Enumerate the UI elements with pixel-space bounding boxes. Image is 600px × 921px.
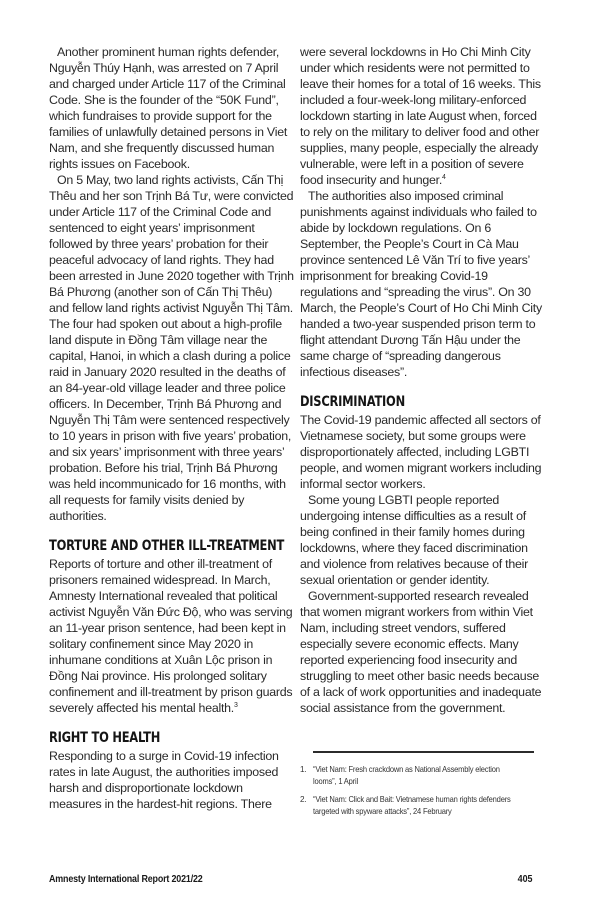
publication-title: Amnesty International Report 2021/22 xyxy=(49,873,203,885)
paragraph-health-continued-text: were several lockdowns in Ho Chi Minh City under which residents were not permitted to leave their homes for a total of 16 weeks. This included a four-week-long military-enforced lockdown starting in late August when, forced to rely on the military to deliver food and other supplies, many people, especially the already vulnerable, were left in a position of severe food insecurity and hunger. xyxy=(300,45,541,187)
footnote-divider xyxy=(313,751,534,753)
footnote-ref-3[interactable]: 3 xyxy=(234,702,238,709)
heading-right-to-health: RIGHT TO HEALTH xyxy=(49,730,161,746)
paragraph-criminal-punishments: The authorities also imposed criminal punishments against individuals who failed to abide by lockdown regulations. On 6 September, the People’s Court in Cà Mau province sentenced Lê Văn Trí to five years’ imprisonment for breaking Covid-19 regulations and “spreading the virus”. On 30 March, the People’s Court of Ho Chi Minh City handed a two-year suspended prison term to flight attendant Dương Tấn Hậu under the same charge of “spreading dangerous infectious diseases”. xyxy=(300,189,542,379)
footnotes xyxy=(300,764,540,824)
paragraph-health-start: Responding to a surge in Covid-19 infection rates in late August, the authorities imposed harsh and disproportionate lockdown measures in the hardest-hit regions. There xyxy=(49,749,279,811)
paragraph-torture xyxy=(49,556,294,716)
footnote-ref-4[interactable]: 4 xyxy=(442,174,446,181)
footnote-number: 2. xyxy=(300,795,307,804)
paragraph-land-rights-activists: On 5 May, two land rights activists, Cấn Thị Thêu and her son Trịnh Bá Tư, were convicted under Article 117 of the Criminal Code and sentenced to eight years’ imprisonment followed by three years’ probation for their peaceful advocacy of land rights. They had been arrested in June 2020 together with Trịnh Bá Phương (another son of Cấn Thị Thêu) and fellow land rights activist Nguyễn Thị Tâm. The four had spoken out about a high-profile land dispute in Đồng Tâm village near the capital, Hanoi, in which a clash during a police raid in January 2020 resulted in the deaths of an 84-year-old village leader and three police officers. In December, Trịnh Bá Phương and Nguyễn Thị Tâm were sentenced respectively to 10 years in prison with five years’ probation, and six years’ imprisonment with three years’ probation. Before his trial, Trịnh Bá Phương was held incommunicado for 16 months, with all requests for family visits denied by authorities. xyxy=(49,173,294,523)
paragraph-discrimination-3: Government-supported research revealed that women migrant workers from within Viet Nam, including street vendors, suffered especially severe economic effects. Many reported experiencing food insecurity and struggling to meet other basic needs because of a lack of work opportunities and inadequate social assistance from the government. xyxy=(300,589,542,715)
heading-torture: TORTURE AND OTHER ILL-TREATMENT xyxy=(49,538,285,554)
page-number: 405 xyxy=(518,873,533,885)
right-column xyxy=(300,44,545,716)
footnote-number: 1. xyxy=(300,765,307,774)
footnote-text: “Viet Nam: Fresh crackdown as National Assembly election looms”, 1 April xyxy=(313,765,500,786)
paragraph-discrimination-2: Some young LGBTI people reported undergoing intense difficulties as a result of being confined in their family homes during lockdowns, where they faced discrimination and violence from relatives because of their sexual orientation or gender identity. xyxy=(300,493,528,587)
footnote-text: “Viet Nam: Click and Bait: Vietnamese human rights defenders targeted with spyware attacks”, 24 February xyxy=(313,795,511,816)
paragraph-health-continued xyxy=(300,44,545,188)
paragraph-nguyen-thuy-hanh: Another prominent human rights defender, Nguyễn Thúy Hạnh, was arrested on 7 April and charged under Article 117 of the Criminal Code. She is the founder of the “50K Fund”, which fundraises to provide support for the families of unlawfully detained persons in Viet Nam, and she frequently discussed human rights issues on Facebook. xyxy=(49,45,288,171)
footnote-item xyxy=(300,764,540,788)
page-footer xyxy=(49,872,533,886)
paragraph-discrimination-1: The Covid-19 pandemic affected all sectors of Vietnamese society, but some groups were disproportionately affected, including LGBTI people, and women migrant workers including informal sector workers. xyxy=(300,413,542,491)
left-column xyxy=(49,44,294,812)
heading-discrimination: DISCRIMINATION xyxy=(300,394,405,410)
footnote-item xyxy=(300,794,540,818)
paragraph-torture-text: Reports of torture and other ill-treatment of prisoners remained widespread. In March, Amnesty International revealed that political activist Nguyễn Văn Đức Độ, who was serving an 11-year prison sentence, had been kept in solitary confinement since May 2020 in inhumane conditions at Xuân Lộc prison in Đồng Nai province. His prolonged solitary confinement and ill-treatment by prison guards severely affected his mental health. xyxy=(49,557,293,715)
